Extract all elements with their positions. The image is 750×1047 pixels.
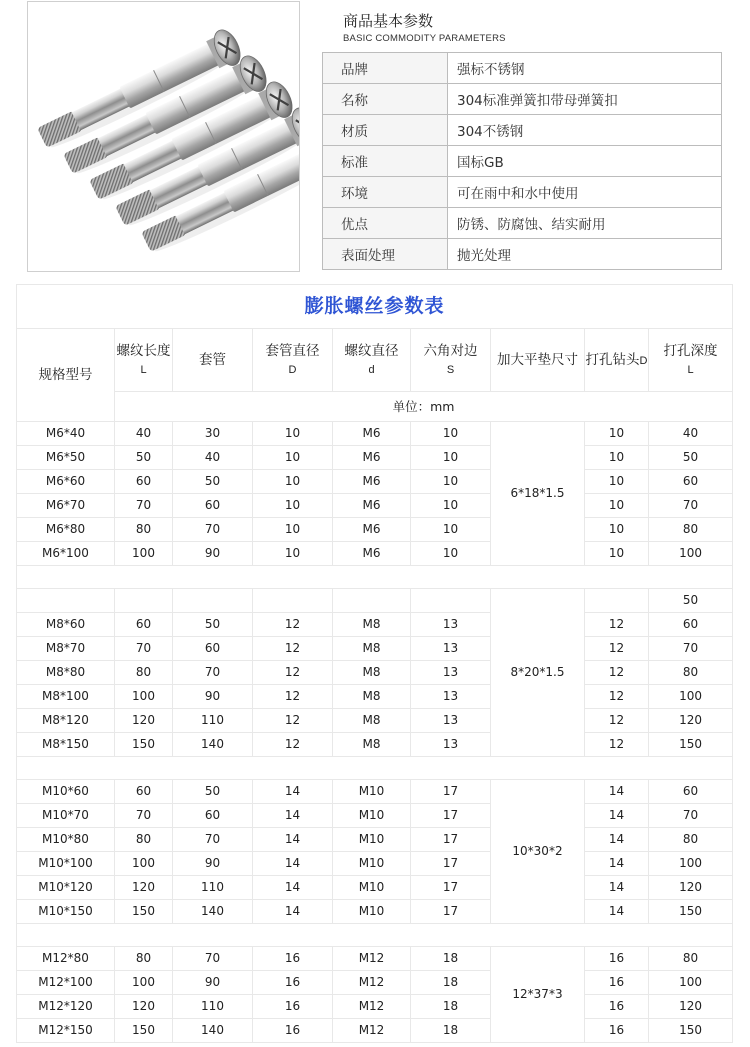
thread-diameter-cell: M12 <box>333 995 411 1019</box>
drill-depth-cell: 100 <box>649 852 733 876</box>
specs-row <box>323 177 722 208</box>
hex-cell: 17 <box>411 828 491 852</box>
drill-bit-cell: 14 <box>585 780 649 804</box>
thread-length-cell: 120 <box>115 709 173 733</box>
drill-depth-cell: 120 <box>649 876 733 900</box>
hex-cell: 17 <box>411 780 491 804</box>
group-separator <box>17 566 733 589</box>
sleeve-cell: 50 <box>173 780 253 804</box>
specs-value: 304标准弹簧扣带母弹簧扣 <box>448 84 722 115</box>
sleeve-cell: 90 <box>173 685 253 709</box>
thread-length-cell: 80 <box>115 661 173 685</box>
thread-length-cell: 40 <box>115 422 173 446</box>
header-drill-bit <box>585 329 649 392</box>
hex-cell: 10 <box>411 446 491 470</box>
drill-depth-cell: 60 <box>649 780 733 804</box>
table-row <box>17 613 733 637</box>
thread-length-cell: 60 <box>115 470 173 494</box>
sleeve-diameter-cell: 16 <box>253 995 333 1019</box>
header-thread-length-label: 螺纹长度 <box>116 342 171 359</box>
sleeve-cell: 140 <box>173 733 253 757</box>
specs-value: 强标不锈钢 <box>448 53 722 84</box>
sleeve-diameter-cell: 10 <box>253 542 333 566</box>
hex-cell: 17 <box>411 876 491 900</box>
model-cell: M6*70 <box>17 494 115 518</box>
drill-depth-cell: 150 <box>649 900 733 924</box>
sleeve-diameter-cell: 10 <box>253 470 333 494</box>
table-row <box>17 733 733 757</box>
drill-bit-cell: 14 <box>585 804 649 828</box>
param-table <box>16 284 733 1043</box>
header-drill-bit-label: 打孔钻头 <box>585 351 640 368</box>
sleeve-cell <box>173 589 253 613</box>
thread-diameter-cell: M12 <box>333 947 411 971</box>
header-sleeve: 套管 <box>173 329 253 392</box>
hex-cell: 13 <box>411 733 491 757</box>
thread-diameter-cell: M6 <box>333 470 411 494</box>
thread-diameter-cell: M8 <box>333 661 411 685</box>
sleeve-diameter-cell: 12 <box>253 685 333 709</box>
header-thread-diameter-unit: d <box>368 364 375 376</box>
thread-diameter-cell: M12 <box>333 971 411 995</box>
sleeve-cell: 50 <box>173 470 253 494</box>
specs-row <box>323 115 722 146</box>
drill-bit-cell: 14 <box>585 828 649 852</box>
sleeve-cell: 30 <box>173 422 253 446</box>
model-cell: M12*100 <box>17 971 115 995</box>
specs-value: 抛光处理 <box>448 239 722 270</box>
sleeve-diameter-cell: 12 <box>253 613 333 637</box>
washer-size-cell: 6*18*1.5 <box>491 422 585 566</box>
thread-diameter-cell: M10 <box>333 828 411 852</box>
sleeve-cell: 90 <box>173 542 253 566</box>
thread-length-cell: 60 <box>115 780 173 804</box>
hex-cell: 13 <box>411 661 491 685</box>
hex-cell: 18 <box>411 971 491 995</box>
header-thread-length <box>115 329 173 392</box>
header-thread-diameter <box>333 329 411 392</box>
hex-cell <box>411 589 491 613</box>
specs-table <box>322 52 722 270</box>
sleeve-diameter-cell: 10 <box>253 446 333 470</box>
model-cell: M6*40 <box>17 422 115 446</box>
hex-cell: 13 <box>411 637 491 661</box>
drill-bit-cell: 12 <box>585 637 649 661</box>
group-separator <box>17 924 733 947</box>
thread-length-cell: 60 <box>115 613 173 637</box>
header-thread-length-unit: L <box>140 364 147 376</box>
model-cell: M8*120 <box>17 709 115 733</box>
drill-depth-cell: 50 <box>649 589 733 613</box>
sleeve-cell: 70 <box>173 661 253 685</box>
thread-length-cell: 50 <box>115 446 173 470</box>
thread-length-cell: 80 <box>115 518 173 542</box>
sleeve-diameter-cell <box>253 589 333 613</box>
drill-depth-cell: 40 <box>649 422 733 446</box>
thread-length-cell: 120 <box>115 876 173 900</box>
thread-diameter-cell: M10 <box>333 876 411 900</box>
specs-value: 可在雨中和水中使用 <box>448 177 722 208</box>
specs-title: 商品基本参数 <box>343 12 434 30</box>
sleeve-diameter-cell: 12 <box>253 637 333 661</box>
table-row <box>17 876 733 900</box>
hex-cell: 18 <box>411 995 491 1019</box>
thread-length-cell: 150 <box>115 900 173 924</box>
sleeve-diameter-cell: 14 <box>253 852 333 876</box>
washer-size-cell: 12*37*3 <box>491 947 585 1043</box>
sleeve-cell: 40 <box>173 446 253 470</box>
drill-bit-cell: 12 <box>585 709 649 733</box>
group-separator-cell <box>17 924 733 947</box>
drill-bit-cell: 10 <box>585 470 649 494</box>
header-sleeve-diameter-label: 套管直径 <box>265 342 320 359</box>
sleeve-diameter-cell: 14 <box>253 828 333 852</box>
thread-diameter-cell: M10 <box>333 804 411 828</box>
table-row <box>17 637 733 661</box>
drill-bit-cell: 14 <box>585 852 649 876</box>
specs-row <box>323 239 722 270</box>
table-row <box>17 685 733 709</box>
specs-row <box>323 146 722 177</box>
thread-length-cell: 70 <box>115 637 173 661</box>
thread-diameter-cell: M12 <box>333 1019 411 1043</box>
param-table-title: 膨胀螺丝参数表 <box>17 285 733 329</box>
model-cell: M10*60 <box>17 780 115 804</box>
thread-diameter-cell: M6 <box>333 446 411 470</box>
drill-bit-cell: 10 <box>585 518 649 542</box>
thread-diameter-cell: M8 <box>333 613 411 637</box>
drill-depth-cell: 70 <box>649 494 733 518</box>
hex-cell: 10 <box>411 518 491 542</box>
model-cell <box>17 589 115 613</box>
drill-depth-cell: 60 <box>649 613 733 637</box>
unit-label: 单位：mm <box>115 392 733 422</box>
drill-depth-cell: 50 <box>649 446 733 470</box>
specs-key: 表面处理 <box>323 239 448 270</box>
sleeve-diameter-cell: 12 <box>253 661 333 685</box>
header-sleeve-diameter <box>253 329 333 392</box>
anchor-bolts-illustration <box>28 2 299 271</box>
specs-key: 环境 <box>323 177 448 208</box>
thread-diameter-cell: M10 <box>333 900 411 924</box>
table-row <box>17 780 733 804</box>
model-cell: M12*150 <box>17 1019 115 1043</box>
specs-value: 防锈、防腐蚀、结实耐用 <box>448 208 722 239</box>
specs-row <box>323 208 722 239</box>
thread-length-cell: 120 <box>115 995 173 1019</box>
table-row <box>17 422 733 446</box>
table-row <box>17 828 733 852</box>
thread-diameter-cell: M8 <box>333 709 411 733</box>
drill-depth-cell: 80 <box>649 518 733 542</box>
specs-key: 标准 <box>323 146 448 177</box>
model-cell: M8*100 <box>17 685 115 709</box>
sleeve-cell: 70 <box>173 947 253 971</box>
sleeve-cell: 50 <box>173 613 253 637</box>
thread-length-cell: 100 <box>115 971 173 995</box>
thread-diameter-cell: M6 <box>333 422 411 446</box>
sleeve-diameter-cell: 16 <box>253 947 333 971</box>
drill-depth-cell: 100 <box>649 971 733 995</box>
model-cell: M8*60 <box>17 613 115 637</box>
sleeve-diameter-cell: 12 <box>253 733 333 757</box>
table-row <box>17 470 733 494</box>
specs-key: 材质 <box>323 115 448 146</box>
thread-length-cell: 100 <box>115 542 173 566</box>
table-row <box>17 661 733 685</box>
group-separator <box>17 757 733 780</box>
thread-length-cell: 100 <box>115 852 173 876</box>
model-cell: M10*70 <box>17 804 115 828</box>
header-thread-diameter-label: 螺纹直径 <box>344 342 399 359</box>
sleeve-cell: 90 <box>173 971 253 995</box>
drill-bit-cell: 16 <box>585 947 649 971</box>
drill-bit-cell: 12 <box>585 613 649 637</box>
model-cell: M6*60 <box>17 470 115 494</box>
model-cell: M8*80 <box>17 661 115 685</box>
header-hex <box>411 329 491 392</box>
thread-diameter-cell: M10 <box>333 852 411 876</box>
drill-bit-cell: 16 <box>585 1019 649 1043</box>
model-cell: M8*150 <box>17 733 115 757</box>
sleeve-cell: 110 <box>173 995 253 1019</box>
table-row <box>17 900 733 924</box>
hex-cell: 10 <box>411 422 491 446</box>
drill-bit-cell: 12 <box>585 685 649 709</box>
specs-value: 国标GB <box>448 146 722 177</box>
drill-depth-cell: 120 <box>649 995 733 1019</box>
hex-cell: 13 <box>411 709 491 733</box>
thread-diameter-cell <box>333 589 411 613</box>
table-row <box>17 995 733 1019</box>
drill-depth-cell: 150 <box>649 733 733 757</box>
header-sleeve-diameter-unit: D <box>288 364 297 376</box>
drill-bit-cell: 10 <box>585 494 649 518</box>
model-cell: M10*80 <box>17 828 115 852</box>
specs-key: 优点 <box>323 208 448 239</box>
sleeve-diameter-cell: 10 <box>253 494 333 518</box>
hex-cell: 13 <box>411 685 491 709</box>
sleeve-diameter-cell: 14 <box>253 900 333 924</box>
thread-diameter-cell: M8 <box>333 685 411 709</box>
table-row <box>17 518 733 542</box>
table-row <box>17 1019 733 1043</box>
model-cell: M12*80 <box>17 947 115 971</box>
thread-length-cell: 150 <box>115 1019 173 1043</box>
thread-length-cell: 150 <box>115 733 173 757</box>
drill-bit-cell: 10 <box>585 542 649 566</box>
specs-row <box>323 53 722 84</box>
table-row <box>17 852 733 876</box>
drill-depth-cell: 150 <box>649 1019 733 1043</box>
model-cell: M6*50 <box>17 446 115 470</box>
model-cell: M12*120 <box>17 995 115 1019</box>
thread-length-cell <box>115 589 173 613</box>
thread-length-cell: 100 <box>115 685 173 709</box>
header-hex-label: 六角对边 <box>423 342 478 359</box>
hex-cell: 17 <box>411 852 491 876</box>
specs-key: 名称 <box>323 84 448 115</box>
sleeve-diameter-cell: 10 <box>253 422 333 446</box>
specs-row <box>323 84 722 115</box>
sleeve-diameter-cell: 16 <box>253 971 333 995</box>
sleeve-cell: 60 <box>173 637 253 661</box>
sleeve-diameter-cell: 12 <box>253 709 333 733</box>
model-cell: M10*100 <box>17 852 115 876</box>
drill-depth-cell: 80 <box>649 828 733 852</box>
table-row <box>17 589 733 613</box>
table-row <box>17 947 733 971</box>
thread-diameter-cell: M8 <box>333 637 411 661</box>
washer-size-cell: 8*20*1.5 <box>491 589 585 757</box>
header-model: 规格型号 <box>17 329 115 422</box>
header-drill-bit-unit: D <box>639 354 648 367</box>
hex-cell: 10 <box>411 470 491 494</box>
drill-depth-cell: 100 <box>649 685 733 709</box>
hex-cell: 13 <box>411 613 491 637</box>
sleeve-cell: 60 <box>173 494 253 518</box>
drill-depth-cell: 100 <box>649 542 733 566</box>
sleeve-diameter-cell: 14 <box>253 780 333 804</box>
drill-bit-cell: 12 <box>585 733 649 757</box>
thread-length-cell: 70 <box>115 804 173 828</box>
table-row <box>17 542 733 566</box>
thread-diameter-cell: M6 <box>333 494 411 518</box>
drill-bit-cell: 10 <box>585 446 649 470</box>
drill-depth-cell: 120 <box>649 709 733 733</box>
sleeve-cell: 70 <box>173 828 253 852</box>
drill-depth-cell: 70 <box>649 804 733 828</box>
thread-diameter-cell: M10 <box>333 780 411 804</box>
sleeve-cell: 90 <box>173 852 253 876</box>
drill-bit-cell: 10 <box>585 422 649 446</box>
group-separator-cell <box>17 757 733 780</box>
sleeve-cell: 60 <box>173 804 253 828</box>
table-row <box>17 804 733 828</box>
header-drill-depth-unit: L <box>687 364 694 376</box>
table-row <box>17 709 733 733</box>
drill-depth-cell: 70 <box>649 637 733 661</box>
hex-cell: 18 <box>411 947 491 971</box>
header-drill-depth <box>649 329 733 392</box>
model-cell: M6*100 <box>17 542 115 566</box>
table-row <box>17 494 733 518</box>
thread-length-cell: 70 <box>115 494 173 518</box>
sleeve-diameter-cell: 14 <box>253 804 333 828</box>
header-washer: 加大平垫尺寸 <box>491 329 585 392</box>
model-cell: M6*80 <box>17 518 115 542</box>
specs-key: 品牌 <box>323 53 448 84</box>
thread-length-cell: 80 <box>115 828 173 852</box>
table-row <box>17 971 733 995</box>
drill-bit-cell: 16 <box>585 971 649 995</box>
hex-cell: 18 <box>411 1019 491 1043</box>
drill-bit-cell: 12 <box>585 661 649 685</box>
sleeve-cell: 110 <box>173 709 253 733</box>
drill-depth-cell: 60 <box>649 470 733 494</box>
sleeve-cell: 110 <box>173 876 253 900</box>
drill-depth-cell: 80 <box>649 661 733 685</box>
group-separator-cell <box>17 566 733 589</box>
sleeve-diameter-cell: 14 <box>253 876 333 900</box>
header-hex-unit: S <box>446 364 455 376</box>
thread-diameter-cell: M6 <box>333 542 411 566</box>
drill-bit-cell: 14 <box>585 876 649 900</box>
model-cell: M8*70 <box>17 637 115 661</box>
sleeve-diameter-cell: 10 <box>253 518 333 542</box>
sleeve-cell: 140 <box>173 1019 253 1043</box>
sleeve-diameter-cell: 16 <box>253 1019 333 1043</box>
thread-diameter-cell: M8 <box>333 733 411 757</box>
hex-cell: 17 <box>411 804 491 828</box>
sleeve-cell: 70 <box>173 518 253 542</box>
drill-bit-cell: 14 <box>585 900 649 924</box>
drill-bit-cell: 16 <box>585 995 649 1019</box>
washer-size-cell: 10*30*2 <box>491 780 585 924</box>
header-drill-depth-label: 打孔深度 <box>663 342 718 359</box>
hex-cell: 10 <box>411 542 491 566</box>
drill-bit-cell <box>585 589 649 613</box>
specs-value: 304不锈钢 <box>448 115 722 146</box>
model-cell: M10*120 <box>17 876 115 900</box>
thread-diameter-cell: M6 <box>333 518 411 542</box>
sleeve-cell: 140 <box>173 900 253 924</box>
hex-cell: 17 <box>411 900 491 924</box>
hex-cell: 10 <box>411 494 491 518</box>
specs-subtitle: BASIC COMMODITY PARAMETERS <box>343 33 506 44</box>
thread-length-cell: 80 <box>115 947 173 971</box>
model-cell: M10*150 <box>17 900 115 924</box>
table-row <box>17 446 733 470</box>
drill-depth-cell: 80 <box>649 947 733 971</box>
product-image <box>27 1 300 272</box>
